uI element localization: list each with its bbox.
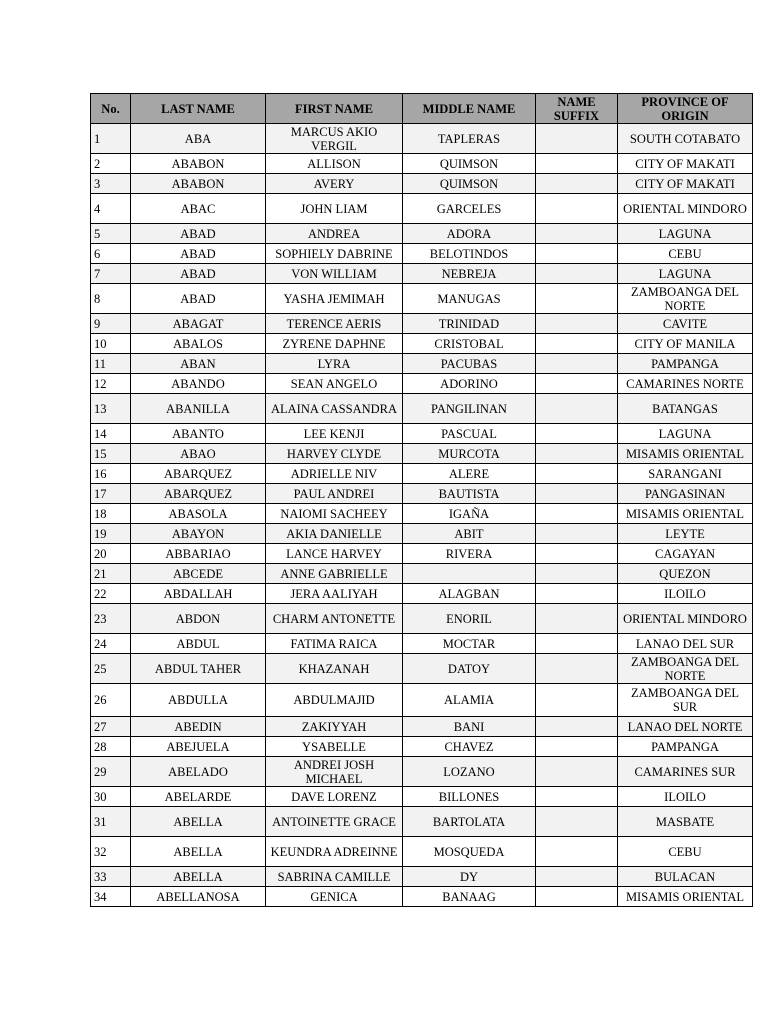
cell-name-suffix: [536, 154, 618, 174]
table-body: [91, 124, 753, 907]
cell-no: 19: [91, 524, 131, 544]
cell-first-name: JOHN LIAM: [266, 194, 403, 224]
table-row: [91, 244, 753, 264]
table-row: [91, 194, 753, 224]
table-row: [91, 837, 753, 867]
cell-middle-name: MOCTAR: [403, 634, 536, 654]
cell-middle-name: IGAÑA: [403, 504, 536, 524]
cell-name-suffix: [536, 354, 618, 374]
cell-middle-name: GARCELES: [403, 194, 536, 224]
cell-name-suffix: [536, 244, 618, 264]
cell-province: LEYTE: [618, 524, 753, 544]
cell-first-name: DAVE LORENZ: [266, 787, 403, 807]
cell-middle-name: RIVERA: [403, 544, 536, 564]
cell-no: 1: [91, 124, 131, 154]
cell-name-suffix: [536, 264, 618, 284]
table-row: [91, 654, 753, 684]
table-row: [91, 737, 753, 757]
cell-first-name: AVERY: [266, 174, 403, 194]
table-row: [91, 444, 753, 464]
table-row: [91, 684, 753, 717]
cell-last-name: ABAO: [131, 444, 266, 464]
cell-province: CAMARINES NORTE: [618, 374, 753, 394]
header-name-suffix: NAME SUFFIX: [536, 94, 618, 124]
cell-no: 9: [91, 314, 131, 334]
table-row: [91, 564, 753, 584]
cell-last-name: ABDUL TAHER: [131, 654, 266, 684]
cell-middle-name: DATOY: [403, 654, 536, 684]
table-row: [91, 124, 753, 154]
cell-name-suffix: [536, 484, 618, 504]
cell-name-suffix: [536, 584, 618, 604]
cell-last-name: ABDON: [131, 604, 266, 634]
cell-name-suffix: [536, 684, 618, 717]
cell-first-name: ANTOINETTE GRACE: [266, 807, 403, 837]
cell-name-suffix: [536, 737, 618, 757]
cell-middle-name: ADORA: [403, 224, 536, 244]
cell-middle-name: MANUGAS: [403, 284, 536, 314]
cell-middle-name: [403, 564, 536, 584]
cell-province: CEBU: [618, 837, 753, 867]
cell-name-suffix: [536, 604, 618, 634]
cell-no: 11: [91, 354, 131, 374]
table-row: [91, 524, 753, 544]
header-province: PROVINCE OF ORIGIN: [618, 94, 753, 124]
cell-no: 8: [91, 284, 131, 314]
cell-name-suffix: [536, 334, 618, 354]
cell-middle-name: ALERE: [403, 464, 536, 484]
cell-province: PAMPANGA: [618, 737, 753, 757]
cell-no: 2: [91, 154, 131, 174]
cell-last-name: ABDULLA: [131, 684, 266, 717]
table-row: [91, 314, 753, 334]
cell-middle-name: ALAGBAN: [403, 584, 536, 604]
cell-first-name: LANCE HARVEY: [266, 544, 403, 564]
cell-province: ORIENTAL MINDORO: [618, 194, 753, 224]
cell-last-name: ABAD: [131, 284, 266, 314]
cell-middle-name: BILLONES: [403, 787, 536, 807]
cell-province: MASBATE: [618, 807, 753, 837]
cell-name-suffix: [536, 867, 618, 887]
cell-middle-name: BANAAG: [403, 887, 536, 907]
cell-province: PAMPANGA: [618, 354, 753, 374]
cell-first-name: SEAN ANGELO: [266, 374, 403, 394]
cell-name-suffix: [536, 394, 618, 424]
cell-no: 21: [91, 564, 131, 584]
cell-middle-name: ALAMIA: [403, 684, 536, 717]
cell-no: 33: [91, 867, 131, 887]
cell-first-name: CHARM ANTONETTE: [266, 604, 403, 634]
cell-first-name: SABRINA CAMILLE: [266, 867, 403, 887]
cell-no: 7: [91, 264, 131, 284]
cell-first-name: KEUNDRA ADREINNE: [266, 837, 403, 867]
cell-province: CITY OF MANILA: [618, 334, 753, 354]
cell-province: CITY OF MAKATI: [618, 154, 753, 174]
cell-no: 3: [91, 174, 131, 194]
cell-middle-name: BARTOLATA: [403, 807, 536, 837]
cell-province: SOUTH COTABATO: [618, 124, 753, 154]
cell-province: BULACAN: [618, 867, 753, 887]
cell-first-name: PAUL ANDREI: [266, 484, 403, 504]
table-row: [91, 394, 753, 424]
cell-last-name: ABASOLA: [131, 504, 266, 524]
cell-province: MISAMIS ORIENTAL: [618, 444, 753, 464]
header-no: No.: [91, 94, 131, 124]
cell-no: 31: [91, 807, 131, 837]
cell-name-suffix: [536, 654, 618, 684]
cell-name-suffix: [536, 524, 618, 544]
cell-no: 16: [91, 464, 131, 484]
cell-province: MISAMIS ORIENTAL: [618, 887, 753, 907]
cell-last-name: ABAN: [131, 354, 266, 374]
cell-middle-name: CHAVEZ: [403, 737, 536, 757]
cell-middle-name: ENORIL: [403, 604, 536, 634]
cell-province: ILOILO: [618, 584, 753, 604]
cell-name-suffix: [536, 717, 618, 737]
cell-first-name: GENICA: [266, 887, 403, 907]
cell-name-suffix: [536, 424, 618, 444]
cell-province: ZAMBOANGA DEL SUR: [618, 684, 753, 717]
table-row: [91, 464, 753, 484]
cell-name-suffix: [536, 634, 618, 654]
cell-no: 5: [91, 224, 131, 244]
table-row: [91, 354, 753, 374]
cell-last-name: ABAYON: [131, 524, 266, 544]
cell-last-name: ABANDO: [131, 374, 266, 394]
cell-name-suffix: [536, 444, 618, 464]
cell-no: 24: [91, 634, 131, 654]
cell-province: LAGUNA: [618, 264, 753, 284]
table-row: [91, 887, 753, 907]
cell-name-suffix: [536, 887, 618, 907]
table-row: [91, 787, 753, 807]
cell-first-name: ANNE GABRIELLE: [266, 564, 403, 584]
cell-province: QUEZON: [618, 564, 753, 584]
cell-middle-name: DY: [403, 867, 536, 887]
cell-last-name: ABAD: [131, 224, 266, 244]
cell-province: ILOILO: [618, 787, 753, 807]
cell-first-name: HARVEY CLYDE: [266, 444, 403, 464]
table-header: [91, 94, 753, 124]
cell-last-name: ABAGAT: [131, 314, 266, 334]
cell-middle-name: QUIMSON: [403, 174, 536, 194]
cell-no: 14: [91, 424, 131, 444]
cell-name-suffix: [536, 757, 618, 787]
cell-middle-name: NEBREJA: [403, 264, 536, 284]
cell-middle-name: BAUTISTA: [403, 484, 536, 504]
cell-province: CITY OF MAKATI: [618, 174, 753, 194]
cell-name-suffix: [536, 544, 618, 564]
cell-first-name: MARCUS AKIO VERGIL: [266, 124, 403, 154]
cell-no: 15: [91, 444, 131, 464]
cell-province: LAGUNA: [618, 424, 753, 444]
cell-name-suffix: [536, 787, 618, 807]
cell-name-suffix: [536, 504, 618, 524]
cell-last-name: ABABON: [131, 174, 266, 194]
cell-middle-name: ABIT: [403, 524, 536, 544]
cell-first-name: LYRA: [266, 354, 403, 374]
table-row: [91, 284, 753, 314]
header-first-name: FIRST NAME: [266, 94, 403, 124]
cell-no: 29: [91, 757, 131, 787]
cell-no: 22: [91, 584, 131, 604]
cell-last-name: ABDUL: [131, 634, 266, 654]
cell-first-name: NAIOMI SACHEEY: [266, 504, 403, 524]
cell-no: 30: [91, 787, 131, 807]
cell-province: CAGAYAN: [618, 544, 753, 564]
cell-last-name: ABEJUELA: [131, 737, 266, 757]
cell-middle-name: MOSQUEDA: [403, 837, 536, 867]
cell-last-name: ABA: [131, 124, 266, 154]
table-row: [91, 154, 753, 174]
cell-last-name: ABABON: [131, 154, 266, 174]
cell-first-name: LEE KENJI: [266, 424, 403, 444]
cell-last-name: ABBARIAO: [131, 544, 266, 564]
table-row: [91, 374, 753, 394]
cell-no: 18: [91, 504, 131, 524]
cell-last-name: ABARQUEZ: [131, 484, 266, 504]
cell-name-suffix: [536, 807, 618, 837]
cell-last-name: ABEDIN: [131, 717, 266, 737]
cell-first-name: ADRIELLE NIV: [266, 464, 403, 484]
cell-name-suffix: [536, 194, 618, 224]
cell-no: 4: [91, 194, 131, 224]
roster-table: [90, 93, 753, 907]
cell-last-name: ABANTO: [131, 424, 266, 444]
cell-first-name: SOPHIELY DABRINE: [266, 244, 403, 264]
cell-first-name: YSABELLE: [266, 737, 403, 757]
cell-province: LANAO DEL NORTE: [618, 717, 753, 737]
cell-last-name: ABELLANOSA: [131, 887, 266, 907]
cell-province: CAMARINES SUR: [618, 757, 753, 787]
header-last-name: LAST NAME: [131, 94, 266, 124]
table-row: [91, 757, 753, 787]
cell-last-name: ABARQUEZ: [131, 464, 266, 484]
cell-name-suffix: [536, 224, 618, 244]
cell-province: ZAMBOANGA DEL NORTE: [618, 284, 753, 314]
cell-first-name: ABDULMAJID: [266, 684, 403, 717]
cell-no: 34: [91, 887, 131, 907]
cell-middle-name: TRINIDAD: [403, 314, 536, 334]
cell-middle-name: PACUBAS: [403, 354, 536, 374]
cell-first-name: KHAZANAH: [266, 654, 403, 684]
cell-middle-name: PASCUAL: [403, 424, 536, 444]
cell-no: 25: [91, 654, 131, 684]
table-row: [91, 604, 753, 634]
table-row: [91, 634, 753, 654]
header-row: [91, 94, 753, 124]
table-row: [91, 424, 753, 444]
cell-province: LANAO DEL SUR: [618, 634, 753, 654]
cell-last-name: ABDALLAH: [131, 584, 266, 604]
cell-middle-name: PANGILINAN: [403, 394, 536, 424]
cell-province: CEBU: [618, 244, 753, 264]
cell-name-suffix: [536, 284, 618, 314]
table-row: [91, 504, 753, 524]
cell-name-suffix: [536, 837, 618, 867]
cell-last-name: ABELLA: [131, 867, 266, 887]
cell-middle-name: MURCOTA: [403, 444, 536, 464]
cell-province: ZAMBOANGA DEL NORTE: [618, 654, 753, 684]
cell-first-name: ALLISON: [266, 154, 403, 174]
cell-first-name: FATIMA RAICA: [266, 634, 403, 654]
cell-last-name: ABAD: [131, 264, 266, 284]
cell-province: PANGASINAN: [618, 484, 753, 504]
table-row: [91, 224, 753, 244]
cell-province: SARANGANI: [618, 464, 753, 484]
cell-middle-name: BANI: [403, 717, 536, 737]
cell-first-name: TERENCE AERIS: [266, 314, 403, 334]
cell-last-name: ABELADO: [131, 757, 266, 787]
cell-no: 23: [91, 604, 131, 634]
table-row: [91, 484, 753, 504]
cell-no: 6: [91, 244, 131, 264]
cell-middle-name: ADORINO: [403, 374, 536, 394]
cell-first-name: JERA AALIYAH: [266, 584, 403, 604]
cell-no: 10: [91, 334, 131, 354]
cell-no: 27: [91, 717, 131, 737]
cell-first-name: ZYRENE DAPHNE: [266, 334, 403, 354]
cell-name-suffix: [536, 314, 618, 334]
cell-no: 17: [91, 484, 131, 504]
table-row: [91, 584, 753, 604]
cell-first-name: ZAKIYYAH: [266, 717, 403, 737]
cell-middle-name: LOZANO: [403, 757, 536, 787]
cell-first-name: YASHA JEMIMAH: [266, 284, 403, 314]
cell-last-name: ABCEDE: [131, 564, 266, 584]
cell-first-name: VON WILLIAM: [266, 264, 403, 284]
table-row: [91, 174, 753, 194]
cell-no: 13: [91, 394, 131, 424]
cell-first-name: ANDREI JOSH MICHAEL: [266, 757, 403, 787]
cell-middle-name: CRISTOBAL: [403, 334, 536, 354]
cell-middle-name: TAPLERAS: [403, 124, 536, 154]
table-row: [91, 264, 753, 284]
table-row: [91, 334, 753, 354]
cell-last-name: ABAD: [131, 244, 266, 264]
cell-last-name: ABELLA: [131, 807, 266, 837]
cell-last-name: ABELARDE: [131, 787, 266, 807]
cell-middle-name: QUIMSON: [403, 154, 536, 174]
cell-province: MISAMIS ORIENTAL: [618, 504, 753, 524]
table-row: [91, 544, 753, 564]
cell-province: CAVITE: [618, 314, 753, 334]
cell-name-suffix: [536, 174, 618, 194]
cell-last-name: ABELLA: [131, 837, 266, 867]
header-middle-name: MIDDLE NAME: [403, 94, 536, 124]
cell-no: 26: [91, 684, 131, 717]
cell-province: ORIENTAL MINDORO: [618, 604, 753, 634]
cell-no: 20: [91, 544, 131, 564]
cell-name-suffix: [536, 564, 618, 584]
cell-name-suffix: [536, 374, 618, 394]
cell-first-name: ANDREA: [266, 224, 403, 244]
cell-first-name: ALAINA CASSANDRA: [266, 394, 403, 424]
cell-middle-name: BELOTINDOS: [403, 244, 536, 264]
cell-province: BATANGAS: [618, 394, 753, 424]
cell-name-suffix: [536, 464, 618, 484]
table-row: [91, 867, 753, 887]
cell-no: 12: [91, 374, 131, 394]
cell-province: LAGUNA: [618, 224, 753, 244]
cell-no: 32: [91, 837, 131, 867]
cell-last-name: ABAC: [131, 194, 266, 224]
cell-last-name: ABALOS: [131, 334, 266, 354]
cell-name-suffix: [536, 124, 618, 154]
cell-last-name: ABANILLA: [131, 394, 266, 424]
cell-first-name: AKIA DANIELLE: [266, 524, 403, 544]
table-row: [91, 807, 753, 837]
cell-no: 28: [91, 737, 131, 757]
table-row: [91, 717, 753, 737]
